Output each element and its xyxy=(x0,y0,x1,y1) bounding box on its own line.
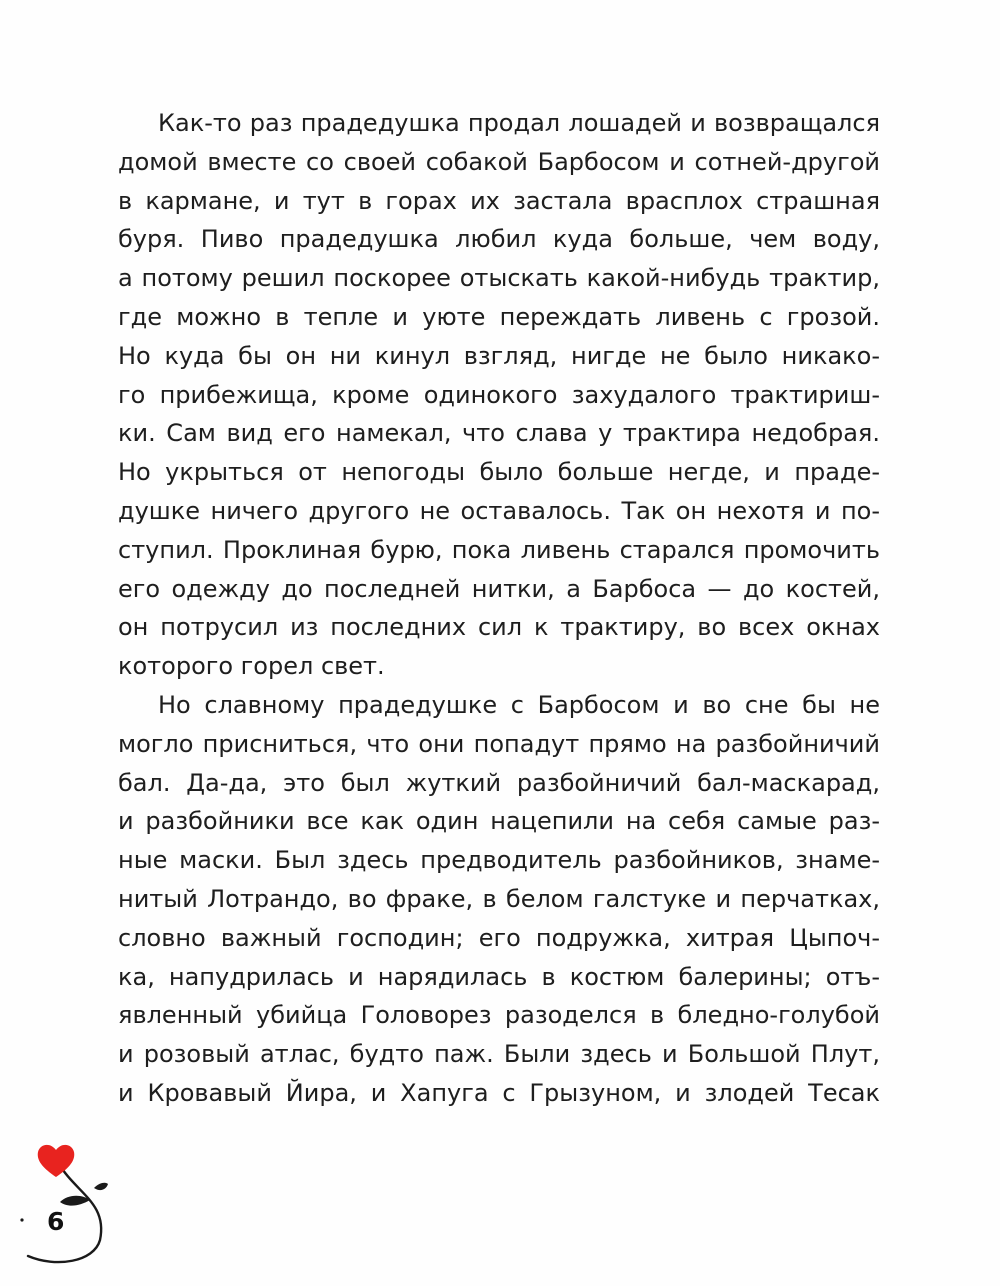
text-line: и Кровавый Йира, и Хапуга с Грызуном, и злодей Тесак xyxy=(118,1078,880,1107)
text-line: словно важный господин; его подружка, хитрая Цыпоч- xyxy=(118,923,880,952)
text-line: Как-то раз прадедушка продал лошадей и возвращался xyxy=(158,109,880,137)
text-line: ступил. Проклиная бурю, пока ливень старался промочить xyxy=(118,535,880,564)
text-line: Но славному прадедушке с Барбосом и во сне бы не xyxy=(158,690,880,719)
text-line: где можно в тепле и уюте переждать ливень с грозой. xyxy=(118,302,880,331)
text-line: душке ничего другого не оставалось. Так он нехотя и по- xyxy=(118,496,880,525)
paragraph-2 xyxy=(118,686,880,1113)
text-line: которого горел свет. xyxy=(118,652,385,681)
text-line: бал. Да-да, это был жуткий разбойничий бал-маскарад, xyxy=(118,768,880,797)
text-line: ные маски. Был здесь предводитель разбойников, знаме- xyxy=(118,846,880,875)
leaf-left-icon xyxy=(60,1196,90,1206)
page-number: 6 xyxy=(47,1207,65,1236)
text-line: ки. Сам вид его намекал, что слава у трактира недобрая. xyxy=(118,419,880,448)
heart-flower-ornament-icon xyxy=(16,1132,116,1267)
text-line: и разбойники все как один нацепили на себя самые раз- xyxy=(118,807,880,836)
text-line: и розовый атлас, будто паж. Были здесь и Большой Плут, xyxy=(118,1040,880,1069)
dot-icon xyxy=(20,1218,23,1221)
text-line: нитый Лотрандо, во фраке, в белом галстуке и перчатках, xyxy=(118,884,880,913)
text-line: он потрусил из последних сил к трактиру, во всех окнах xyxy=(118,613,880,642)
text-line: а потому решил поскорее отыскать какой-нибудь трактир, xyxy=(118,264,880,293)
text-line: го прибежища, кроме одинокого захудалого трактириш- xyxy=(118,380,880,409)
text-line: Но куда бы он ни кинул взгляд, нигде не было никако- xyxy=(118,341,880,370)
text-line: домой вместе со своей собакой Барбосом и сотней-другой xyxy=(118,147,880,176)
text-line: в кармане, и тут в горах их застала врасплох страшная xyxy=(118,186,880,215)
stem-curve xyxy=(28,1162,101,1262)
text-line: явленный убийца Головорез разоделся в бледно-голубой xyxy=(118,1001,880,1030)
text-line: ка, напудрилась и нарядилась в костюм балерины; отъ- xyxy=(118,962,880,991)
text-line: могло присниться, что они попадут прямо на разбойничий xyxy=(118,729,880,758)
text-line: его одежду до последней нитки, а Барбоса — до костей, xyxy=(118,574,880,603)
paragraph-1 xyxy=(118,104,880,686)
text-line: буря. Пиво прадедушка любил куда больше, чем воду, xyxy=(118,225,880,254)
heart-icon xyxy=(38,1145,75,1177)
page-text xyxy=(118,104,880,1113)
leaf-right-icon xyxy=(94,1183,108,1190)
text-line: Но укрыться от непогоды было больше негде, и праде- xyxy=(118,458,880,487)
